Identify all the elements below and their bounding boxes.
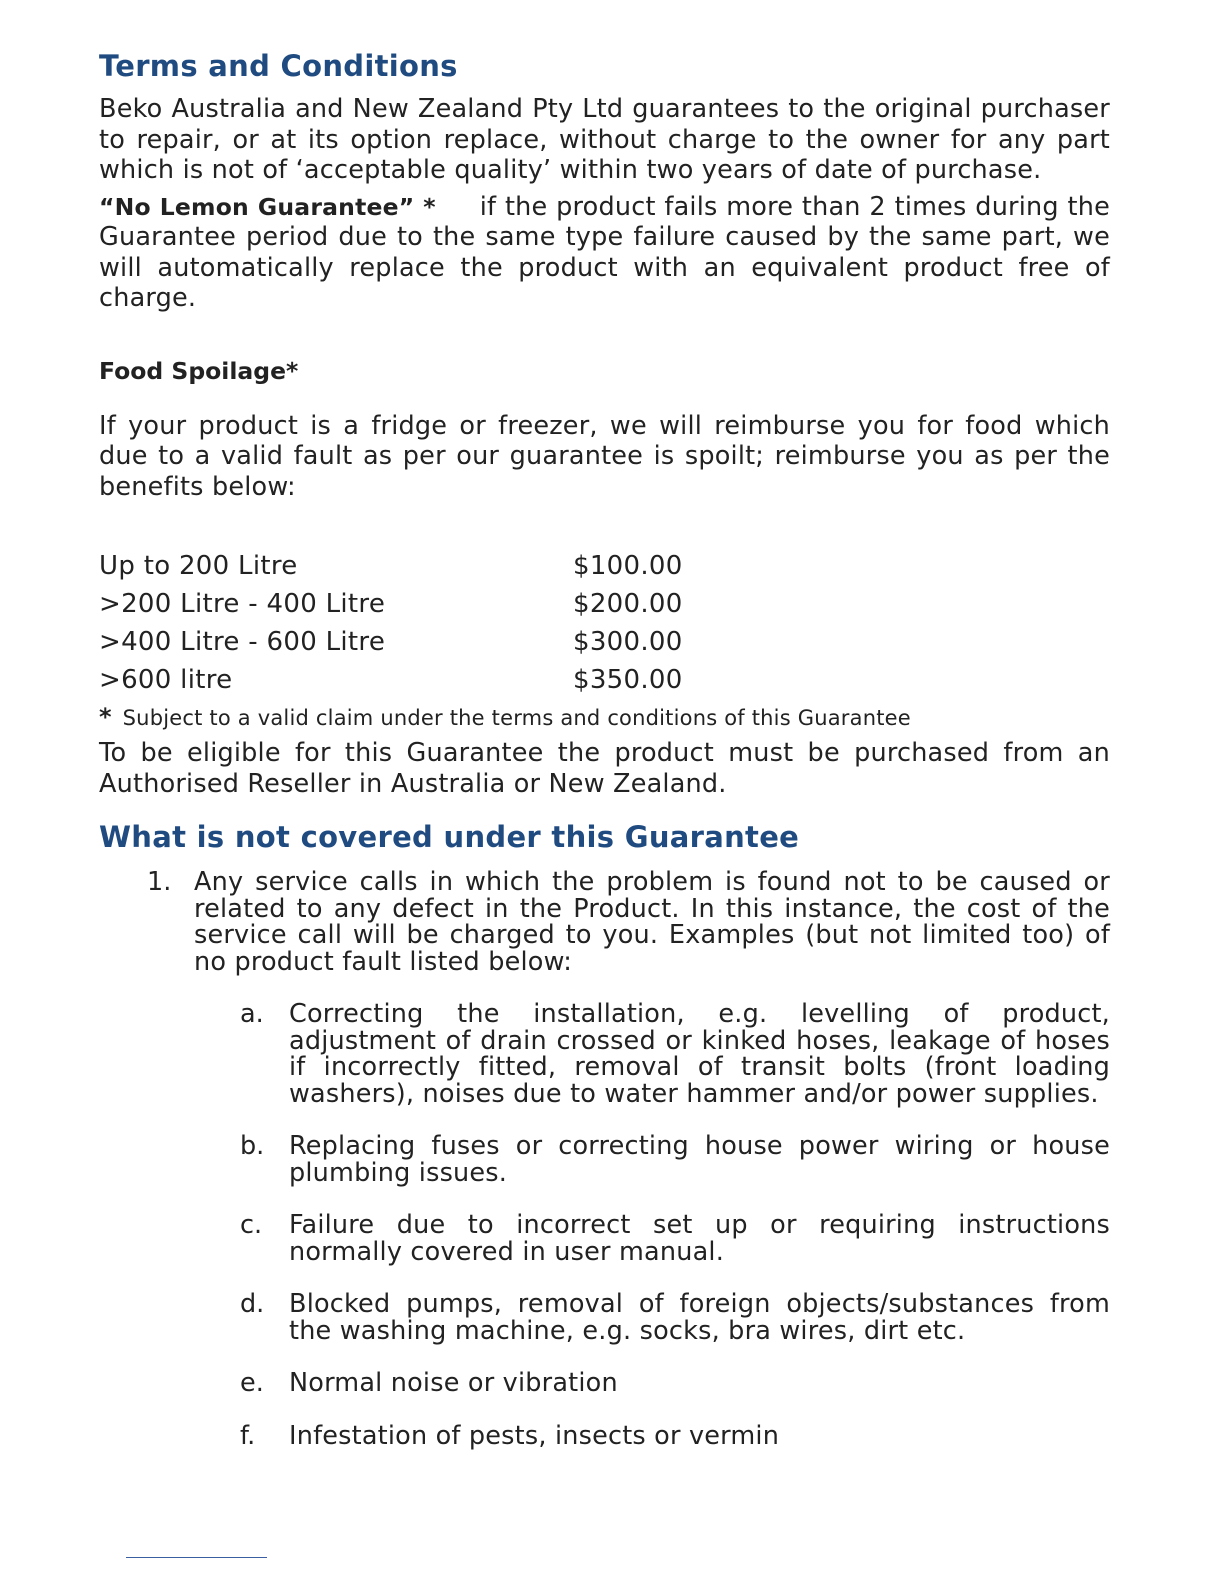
footnote-text: Subject to a valid claim under the terms and conditions of this Guarantee <box>122 706 911 730</box>
benefit-amount: $200.00 <box>573 589 683 619</box>
sub-list-item-letter: b. <box>240 1131 265 1161</box>
eligibility-paragraph: To be eligible for this Guarantee the product must be purchased from an Authorised Reseller in Australia or New Zealand. <box>99 738 1110 799</box>
intro-paragraph: Beko Australia and New Zealand Pty Ltd guarantees to the original purchaser to repair, or at its option replace, without charge to the owner for any part which is not of ‘acceptable quality’ within two years of date of purchase. <box>99 94 1110 185</box>
food-spoilage-heading: Food Spoilage* <box>99 356 299 385</box>
not-covered-heading: What is not covered under this Guarantee <box>99 820 800 854</box>
sub-list-item-text: Infestation of pests, insects or vermin <box>289 1420 780 1451</box>
footnote-star: * <box>99 703 112 731</box>
benefit-amount: $100.00 <box>573 551 683 581</box>
benefit-range: >200 Litre - 400 Litre <box>99 589 386 619</box>
sub-list-item <box>194 1133 1110 1186</box>
sub-list-item-letter: a. <box>240 999 264 1029</box>
benefit-row <box>99 547 683 585</box>
lemon-guarantee-paragraph <box>99 192 1110 314</box>
page-title: Terms and Conditions <box>99 49 458 83</box>
document-page <box>99 46 1110 1475</box>
benefits-table <box>99 547 683 699</box>
sub-list-item-letter: c. <box>240 1210 263 1240</box>
benefit-amount: $350.00 <box>573 665 683 695</box>
lemon-guarantee-text: if the product fails more than 2 times during the Guarantee period due to the same type failure caused by the same part, we will automatically replace the product with an equivalent product free of charge. <box>99 191 1110 313</box>
benefit-range: >600 litre <box>99 665 233 695</box>
sub-list-item <box>194 1420 1110 1451</box>
footnote <box>99 701 1110 734</box>
benefit-row <box>99 623 683 661</box>
sub-list-item-letter: d. <box>240 1289 265 1319</box>
footer-rule <box>126 1557 267 1558</box>
sub-list-item-letter: e. <box>240 1368 264 1398</box>
not-covered-list <box>99 869 1110 1449</box>
list-item-text: Any service calls in which the problem is found not to be caused or related to any defect in the Product. In this instance, the cost of the service call will be charged to you. Examples (but not limited too) of no product fault listed below: <box>194 867 1110 977</box>
food-spoilage-paragraph: If your product is a fridge or freezer, we will reimburse you for food which due to a valid fault as per our guarantee is spoilt; reimburse you as per the benefits below: <box>99 410 1110 502</box>
list-item <box>99 869 1110 1449</box>
benefit-range: Up to 200 Litre <box>99 551 298 581</box>
sub-list-item-text: Failure due to incorrect set up or requiring instructions normally covered in user manual. <box>289 1210 1110 1267</box>
sub-list-item <box>194 1291 1110 1344</box>
examples-list <box>194 1001 1110 1449</box>
list-item-number: 1. <box>147 867 172 897</box>
sub-list-item-text: Correcting the installation, e.g. levelling of product, adjustment of drain crossed or kinked hoses, leakage of hoses if incorrectly fitted, removal of transit bolts (front loading washers), noises due to water hammer and/or power supplies. <box>289 999 1110 1109</box>
sub-list-item-text: Blocked pumps, removal of foreign objects/substances from the washing machine, e.g. socks, bra wires, dirt etc. <box>289 1289 1110 1346</box>
benefit-row <box>99 585 683 623</box>
benefit-row <box>99 661 683 699</box>
sub-list-item-text: Normal noise or vibration <box>289 1368 618 1398</box>
sub-list-item <box>194 1001 1110 1107</box>
sub-list-item-letter: f. <box>240 1420 256 1451</box>
sub-list-item <box>194 1370 1110 1397</box>
sub-list-item <box>194 1212 1110 1265</box>
benefit-range: >400 Litre - 600 Litre <box>99 627 386 657</box>
sub-list-item-text: Replacing fuses or correcting house power wiring or house plumbing issues. <box>289 1131 1110 1188</box>
benefit-amount: $300.00 <box>573 627 683 657</box>
lemon-guarantee-label: “No Lemon Guarantee” * <box>99 192 436 221</box>
